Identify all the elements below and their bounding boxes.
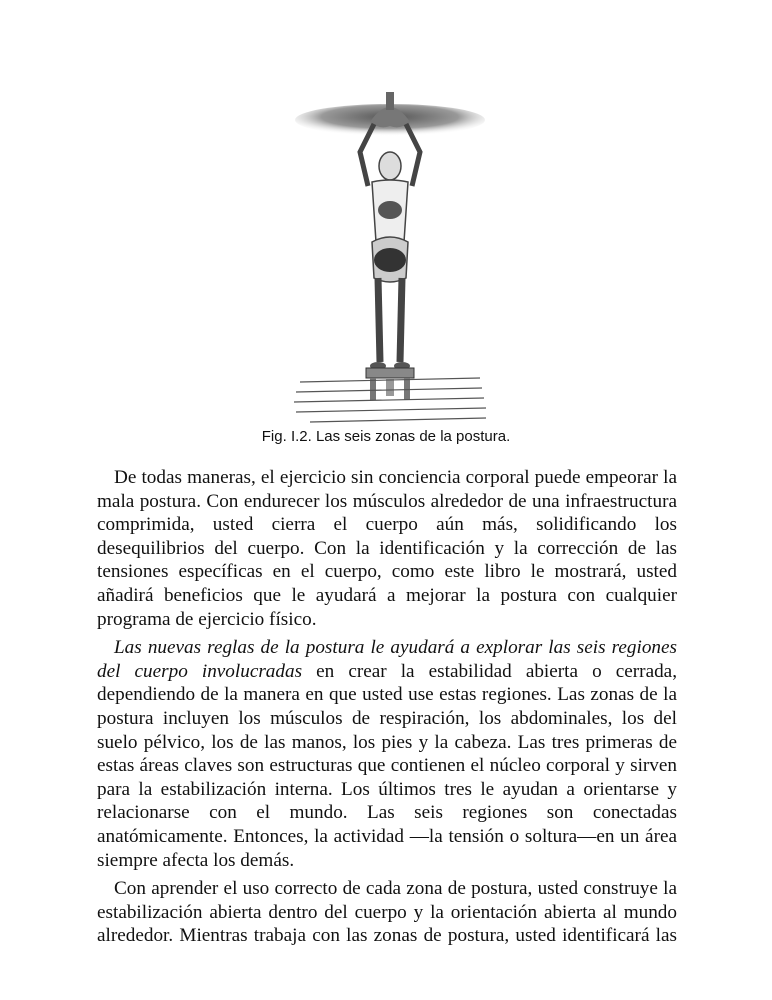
posture-zones-illustration xyxy=(290,82,490,424)
paragraph-2-italic: Las nuevas reglas de la postura le ayudará a explorar las seis regiones del cuerpo involucradas xyxy=(97,637,677,682)
paragraph-2 xyxy=(97,636,677,872)
paragraph-2-rest: en crear la estabilidad abierta o cerrada, dependiendo de la manera en que usted use estas regiones. Las zonas de la postura incluyen los músculos de respiración, los abdominales, los del suelo pélvico, los de las manos, los pies y la cabeza. Las tres primeras de estas áreas claves son estructuras que contienen el núcleo corporal y sirven para la estabilización interna. Los últimos tres le ayudan a orientarse y relacionarse con el mundo. Las seis regiones son conectadas anatómicamente. Entonces, la actividad —la tensión o soltura—en un área siempre afecta los demás. xyxy=(97,660,677,871)
paragraph-1: De todas maneras, el ejercicio sin conciencia corporal puede empeorar la mala postura. Con endurecer los músculos alrededor de una infraestructura comprimida, usted cierra el cuerpo aún más, solidificando los desequilibrios del cuerpo. Con la identificación y la corrección de las tensiones específicas en el cuerpo, como este libro le mostrará, usted añadirá beneficios que le ayudará a mejorar la postura con cualquier programa de ejercicio físico. xyxy=(97,467,677,630)
body-text xyxy=(97,466,677,953)
paragraph-3: Con aprender el uso correcto de cada zona de postura, usted construye la estabilización abierta dentro del cuerpo y la orientación abierta al mundo alrededor. Mientras trabaja con las zonas de postura, usted identificará las xyxy=(97,878,677,947)
figure-caption: Fig. I.2. Las seis zonas de la postura. xyxy=(261,428,511,445)
posture-zones-figure xyxy=(290,82,490,424)
